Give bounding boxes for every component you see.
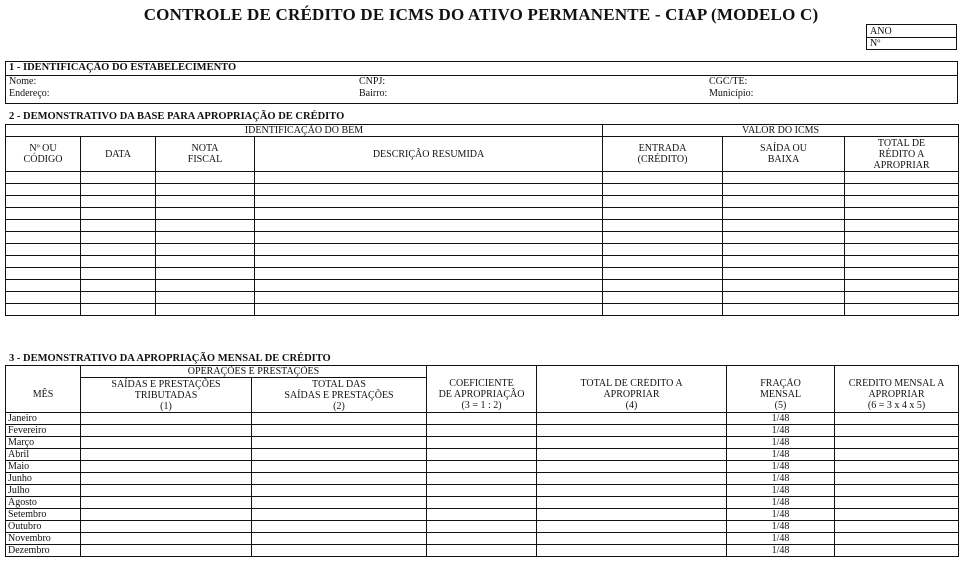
entry-cell[interactable] (537, 461, 727, 473)
section2-table (5, 124, 959, 316)
entry-cell[interactable] (427, 497, 537, 509)
entry-cell[interactable] (156, 280, 255, 292)
entry-cell[interactable] (845, 256, 959, 268)
entry-cell[interactable] (845, 268, 959, 280)
group-valor-icms: VALOR DO ICMS (603, 125, 959, 137)
ano-box (866, 24, 957, 50)
fraction-cell: 1/48 (727, 509, 835, 521)
header-line: DATA (105, 148, 131, 160)
entry-cell[interactable] (252, 437, 427, 449)
entry-cell[interactable] (723, 244, 845, 256)
header-line: DE APROPRIAÇÃO (438, 389, 525, 401)
table-row (6, 184, 959, 196)
entry-cell[interactable] (603, 268, 723, 280)
table-row (6, 461, 959, 473)
month-label: Setembro (6, 509, 81, 521)
entry-cell[interactable] (6, 244, 81, 256)
ano-label: ANO (870, 26, 892, 37)
entry-cell[interactable] (723, 172, 845, 184)
header-line: MÊS (32, 389, 54, 401)
cnpj-field[interactable]: CNPJ: (359, 76, 386, 87)
entry-cell[interactable] (81, 304, 156, 316)
entry-cell[interactable] (723, 220, 845, 232)
entry-cell[interactable] (603, 208, 723, 220)
entry-cell[interactable] (255, 172, 603, 184)
entry-cell[interactable] (255, 280, 603, 292)
entry-cell[interactable] (156, 244, 255, 256)
entry-cell[interactable] (723, 208, 845, 220)
entry-cell[interactable] (252, 533, 427, 545)
month-label: Abril (6, 449, 81, 461)
entry-cell[interactable] (6, 172, 81, 184)
header-line: (4) (625, 400, 638, 412)
entry-cell[interactable] (845, 196, 959, 208)
fraction-cell: 1/48 (727, 497, 835, 509)
entry-cell[interactable] (6, 292, 81, 304)
entry-cell[interactable] (427, 413, 537, 425)
table-row (6, 268, 959, 280)
table-row (6, 485, 959, 497)
entry-cell[interactable] (255, 304, 603, 316)
month-label: Julho (6, 485, 81, 497)
entry-cell[interactable] (6, 256, 81, 268)
section2-col-header (723, 137, 845, 172)
header-line: Nº OU (29, 143, 57, 154)
entry-cell[interactable] (835, 533, 959, 545)
section3-col-header (81, 378, 252, 413)
header-line: (CRÉDITO) (637, 154, 688, 165)
entry-cell[interactable] (427, 545, 537, 557)
table-row (6, 292, 959, 304)
entry-cell[interactable] (427, 449, 537, 461)
section1-heading: 1 - IDENTIFICAÇÃO DO ESTABELECIMENTO (9, 62, 237, 73)
table-row (6, 172, 959, 184)
table-row (6, 509, 959, 521)
entry-cell[interactable] (603, 244, 723, 256)
municipio-field[interactable]: Município: (709, 88, 754, 99)
bairro-field[interactable]: Bairro: (359, 88, 388, 99)
fraction-cell: 1/48 (727, 521, 835, 533)
entry-cell[interactable] (427, 461, 537, 473)
entry-cell[interactable] (6, 184, 81, 196)
table-row (6, 545, 959, 557)
header-line: MENSAL (759, 389, 802, 401)
table-row (6, 196, 959, 208)
entry-cell[interactable] (723, 292, 845, 304)
entry-cell[interactable] (252, 545, 427, 557)
entry-cell[interactable] (6, 232, 81, 244)
entry-cell[interactable] (252, 461, 427, 473)
fraction-cell: 1/48 (727, 449, 835, 461)
section2-column-headers (6, 137, 959, 172)
section3-table (5, 365, 959, 557)
entry-cell[interactable] (81, 545, 252, 557)
header-line: SAÍDAS E PRESTAÇÕES (111, 378, 221, 390)
entry-cell[interactable] (156, 232, 255, 244)
entry-cell[interactable] (156, 220, 255, 232)
section3-col-header (252, 378, 427, 413)
entry-cell[interactable] (537, 413, 727, 425)
entry-cell[interactable] (603, 196, 723, 208)
header-line: DESCRIÇÃO RESUMIDA (372, 148, 485, 160)
entry-cell[interactable] (835, 437, 959, 449)
entry-cell[interactable] (845, 232, 959, 244)
entry-cell[interactable] (81, 208, 156, 220)
header-line: SAÍDA OU (760, 143, 807, 154)
entry-cell[interactable] (6, 304, 81, 316)
entry-cell[interactable] (835, 497, 959, 509)
header-line: SAÍDAS E PRESTAÇÕES (284, 389, 394, 401)
fraction-cell: 1/48 (727, 473, 835, 485)
month-label: Maio (6, 461, 81, 473)
group-identificacao-bem: IDENTIFICAÇÃO DO BEM (6, 125, 603, 137)
entry-cell[interactable] (603, 232, 723, 244)
entry-cell[interactable] (835, 473, 959, 485)
entry-cell[interactable] (6, 280, 81, 292)
group-operacoes: OPERAÇÕES E PRESTAÇÕES (81, 366, 427, 378)
fraction-cell: 1/48 (727, 485, 835, 497)
entry-cell[interactable] (723, 232, 845, 244)
entry-cell[interactable] (81, 256, 156, 268)
entry-cell[interactable] (603, 256, 723, 268)
entry-cell[interactable] (603, 220, 723, 232)
entry-cell[interactable] (81, 292, 156, 304)
entry-cell[interactable] (603, 292, 723, 304)
entry-cell[interactable] (81, 485, 252, 497)
month-label: Dezembro (6, 545, 81, 557)
entry-cell[interactable] (81, 244, 156, 256)
section2-col-header (6, 137, 81, 172)
header-line: (6 = 3 x 4 x 5) (867, 400, 926, 412)
entry-cell[interactable] (845, 208, 959, 220)
section3-col-header (6, 378, 81, 413)
entry-cell[interactable] (835, 425, 959, 437)
entry-cell[interactable] (252, 521, 427, 533)
entry-cell[interactable] (156, 184, 255, 196)
header-line: (2) (333, 400, 345, 412)
entry-cell[interactable] (156, 304, 255, 316)
header-line: NOTA (191, 143, 219, 154)
entry-cell[interactable] (81, 184, 156, 196)
entry-cell[interactable] (603, 172, 723, 184)
header-line: TRIBUTADAS (134, 389, 198, 401)
entry-cell[interactable] (81, 172, 156, 184)
entry-cell[interactable] (252, 497, 427, 509)
entry-cell[interactable] (427, 473, 537, 485)
entry-cell[interactable] (845, 184, 959, 196)
entry-cell[interactable] (835, 509, 959, 521)
month-label: Outubro (6, 521, 81, 533)
entry-cell[interactable] (6, 220, 81, 232)
nome-field[interactable]: Nome: (9, 76, 37, 87)
entry-cell[interactable] (252, 473, 427, 485)
entry-cell[interactable] (255, 208, 603, 220)
header-line: (1) (160, 400, 172, 412)
header-line: TOTAL DE (877, 137, 926, 149)
section3-col-header (835, 378, 959, 413)
form-title: CONTROLE DE CRÉDITO DE ICMS DO ATIVO PERMANENTE - CIAP (MODELO C) (143, 5, 819, 24)
section2-col-header (81, 137, 156, 172)
entry-cell[interactable] (81, 232, 156, 244)
header-line: TOTAL DAS (312, 378, 366, 390)
section3-col-header (727, 378, 835, 413)
entry-cell[interactable] (255, 184, 603, 196)
section2-col-header (255, 137, 603, 172)
header-line: (5) (774, 400, 787, 412)
entry-cell[interactable] (156, 268, 255, 280)
table-row (6, 521, 959, 533)
entry-cell[interactable] (845, 292, 959, 304)
entry-cell[interactable] (845, 172, 959, 184)
table-row (6, 256, 959, 268)
section2-col-header (156, 137, 255, 172)
entry-cell[interactable] (6, 196, 81, 208)
entry-cell[interactable] (723, 256, 845, 268)
table-row (6, 533, 959, 545)
table-row (6, 280, 959, 292)
month-label: Agosto (6, 497, 81, 509)
entry-cell[interactable] (537, 437, 727, 449)
entry-cell[interactable] (252, 425, 427, 437)
numero-label: Nº (870, 38, 881, 49)
entry-cell[interactable] (723, 196, 845, 208)
entry-cell[interactable] (81, 509, 252, 521)
month-label: Março (6, 437, 81, 449)
entry-cell[interactable] (255, 196, 603, 208)
section3-column-headers (6, 378, 959, 413)
entry-cell[interactable] (252, 413, 427, 425)
entry-cell[interactable] (81, 413, 252, 425)
header-line: APROPRIAR (603, 389, 660, 401)
header-line: BAIXA (767, 154, 800, 165)
entry-cell[interactable] (427, 485, 537, 497)
entry-cell[interactable] (723, 268, 845, 280)
entry-cell[interactable] (81, 461, 252, 473)
entry-cell[interactable] (603, 304, 723, 316)
entry-cell[interactable] (835, 485, 959, 497)
entry-cell[interactable] (81, 473, 252, 485)
fraction-cell: 1/48 (727, 461, 835, 473)
entry-cell[interactable] (255, 244, 603, 256)
entry-cell[interactable] (603, 280, 723, 292)
entry-cell[interactable] (427, 437, 537, 449)
entry-cell[interactable] (252, 485, 427, 497)
header-line: (3 = 1 : 2) (461, 400, 502, 412)
entry-cell[interactable] (845, 220, 959, 232)
entry-cell[interactable] (156, 292, 255, 304)
header-line: FRAÇÃO (760, 378, 801, 390)
entry-cell[interactable] (427, 521, 537, 533)
table-row (6, 437, 959, 449)
table-row (6, 220, 959, 232)
section3-col-header (537, 378, 727, 413)
entry-cell[interactable] (603, 184, 723, 196)
entry-cell[interactable] (835, 545, 959, 557)
entry-cell[interactable] (537, 473, 727, 485)
month-label: Fevereiro (6, 425, 81, 437)
entry-cell[interactable] (81, 280, 156, 292)
entry-cell[interactable] (255, 220, 603, 232)
header-line: CRÉDITO MENSAL A (848, 378, 945, 390)
table-row (6, 473, 959, 485)
entry-cell[interactable] (835, 449, 959, 461)
table-row (6, 413, 959, 425)
entry-cell[interactable] (81, 196, 156, 208)
entry-cell[interactable] (81, 521, 252, 533)
entry-cell[interactable] (427, 533, 537, 545)
header-line: ENTRADA (638, 143, 687, 154)
section2-col-header (603, 137, 723, 172)
header-line: APROPRIAR (873, 159, 930, 171)
entry-cell[interactable] (537, 485, 727, 497)
entry-cell[interactable] (723, 280, 845, 292)
header-line: RÉDITO A (878, 148, 925, 160)
month-label: Novembro (6, 533, 81, 545)
section3-body (6, 413, 959, 557)
entry-cell[interactable] (427, 425, 537, 437)
entry-cell[interactable] (81, 533, 252, 545)
fraction-cell: 1/48 (727, 425, 835, 437)
entry-cell[interactable] (537, 533, 727, 545)
entry-cell[interactable] (835, 521, 959, 533)
entry-cell[interactable] (255, 232, 603, 244)
entry-cell[interactable] (81, 220, 156, 232)
entry-cell[interactable] (255, 292, 603, 304)
section1-box (5, 61, 958, 104)
entry-cell[interactable] (156, 256, 255, 268)
entry-cell[interactable] (156, 172, 255, 184)
entry-cell[interactable] (537, 425, 727, 437)
entry-cell[interactable] (156, 196, 255, 208)
entry-cell[interactable] (845, 280, 959, 292)
entry-cell[interactable] (6, 208, 81, 220)
entry-cell[interactable] (81, 449, 252, 461)
entry-cell[interactable] (255, 256, 603, 268)
entry-cell[interactable] (723, 304, 845, 316)
fraction-cell: 1/48 (727, 545, 835, 557)
table-row (6, 304, 959, 316)
entry-cell[interactable] (252, 449, 427, 461)
header-line: APROPRIAR (868, 389, 925, 401)
month-label: Junho (6, 473, 81, 485)
entry-cell[interactable] (845, 244, 959, 256)
header-line: CÓDIGO (23, 154, 63, 165)
entry-cell[interactable] (81, 497, 252, 509)
entry-cell[interactable] (427, 509, 537, 521)
month-label: Janeiro (6, 413, 81, 425)
entry-cell[interactable] (255, 268, 603, 280)
entry-cell[interactable] (845, 304, 959, 316)
table-row (6, 425, 959, 437)
table-row (6, 244, 959, 256)
entry-cell[interactable] (537, 497, 727, 509)
entry-cell[interactable] (81, 425, 252, 437)
entry-cell[interactable] (723, 184, 845, 196)
entry-cell[interactable] (537, 509, 727, 521)
entry-cell[interactable] (835, 461, 959, 473)
entry-cell[interactable] (835, 413, 959, 425)
section3-col-header (427, 378, 537, 413)
header-line: TOTAL DE CRÉDITO A (580, 378, 683, 390)
entry-cell[interactable] (537, 521, 727, 533)
section2-col-header (845, 137, 959, 172)
header-line: FISCAL (187, 154, 223, 165)
endereco-field[interactable]: Endereço: (9, 88, 50, 99)
table-row (6, 497, 959, 509)
header-line (8, 400, 78, 411)
section3-heading: 3 - DEMONSTRATIVO DA APROPRIAÇÃO MENSAL DE CRÉDITO (9, 353, 331, 364)
section2-body (6, 172, 959, 316)
cgc-field[interactable]: CGC/TE: (709, 76, 748, 87)
table-row (6, 208, 959, 220)
entry-cell[interactable] (6, 268, 81, 280)
entry-cell[interactable] (156, 208, 255, 220)
table-row (6, 232, 959, 244)
section2-heading: 2 - DEMONSTRATIVO DA BASE PARA APROPRIAÇÃO DE CRÉDITO (9, 111, 345, 122)
table-row (6, 449, 959, 461)
fraction-cell: 1/48 (727, 437, 835, 449)
entry-cell[interactable] (81, 437, 252, 449)
header-line: COEFICIENTE (449, 378, 514, 390)
fraction-cell: 1/48 (727, 413, 835, 425)
entry-cell[interactable] (537, 545, 727, 557)
fraction-cell: 1/48 (727, 533, 835, 545)
entry-cell[interactable] (537, 449, 727, 461)
header-line (8, 378, 78, 389)
entry-cell[interactable] (81, 268, 156, 280)
entry-cell[interactable] (252, 509, 427, 521)
